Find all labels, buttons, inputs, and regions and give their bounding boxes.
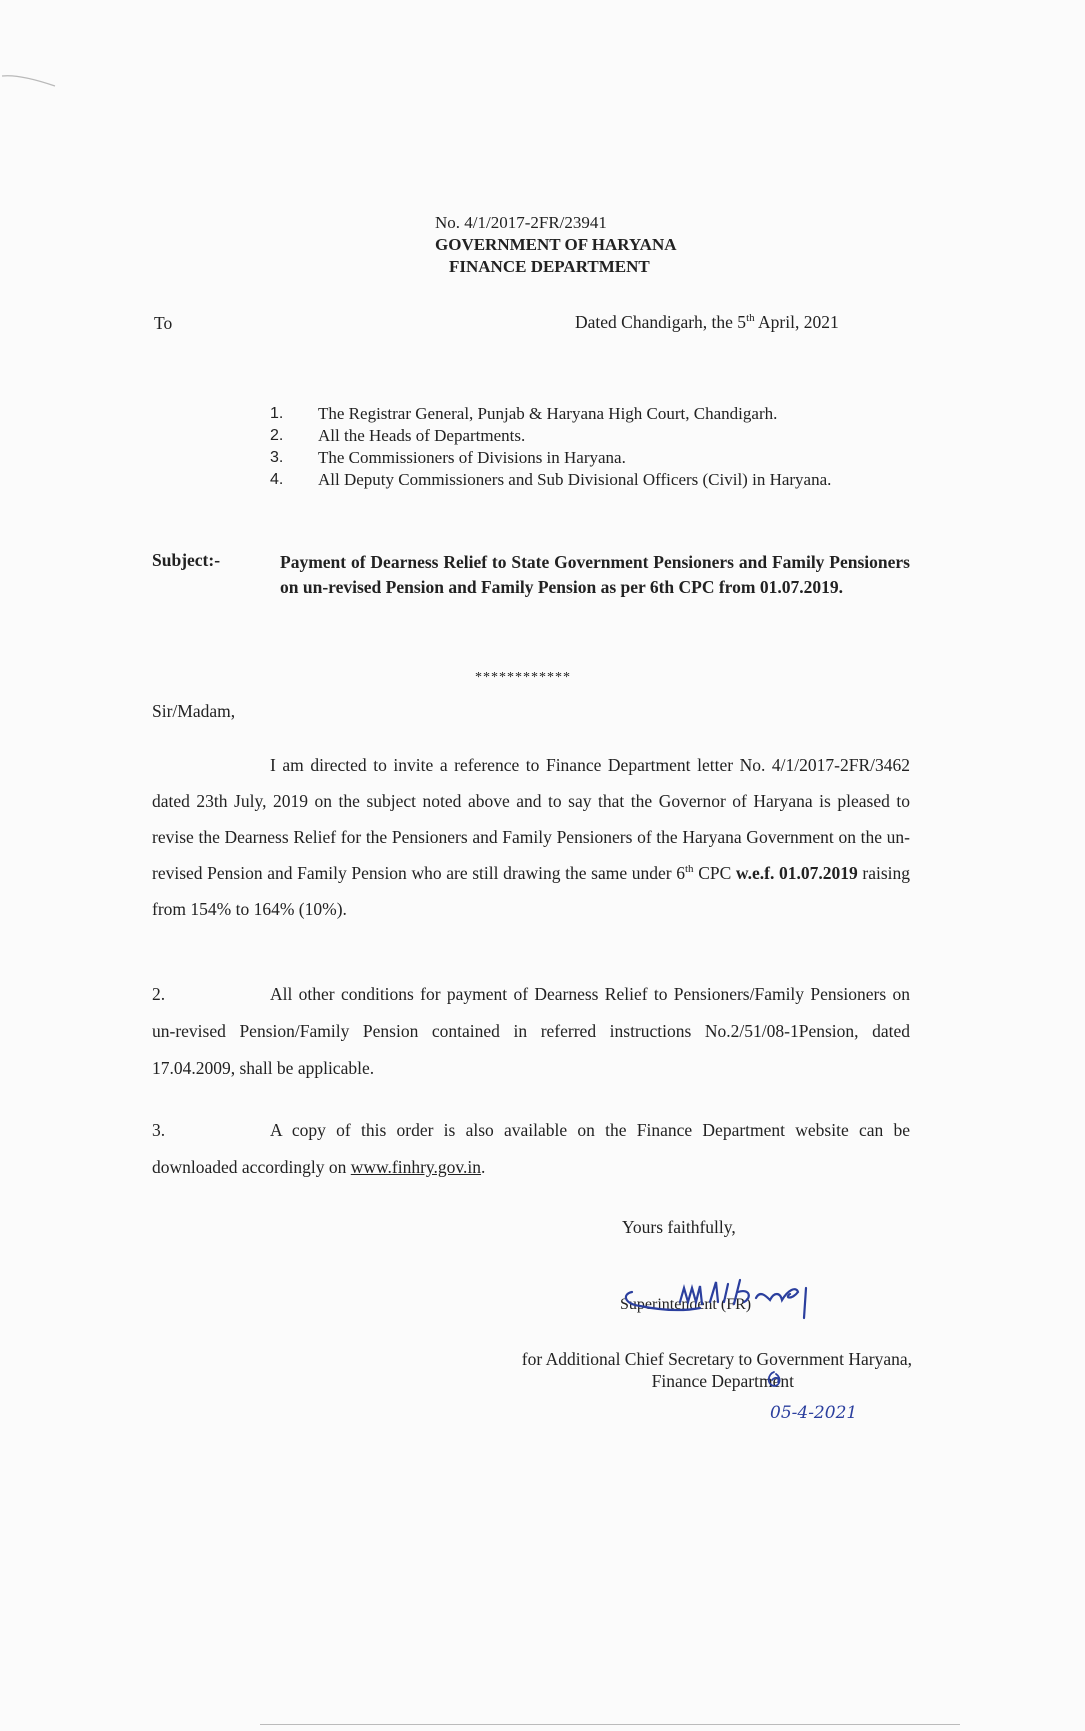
to-label: To — [154, 313, 173, 333]
separator: ************ — [475, 670, 571, 685]
handwritten-date-icon — [766, 1366, 876, 1426]
recipient-item: 3. The Commissioners of Divisions in Haryana. — [270, 448, 626, 467]
footer-rule — [260, 1724, 960, 1725]
recipient-list — [270, 403, 900, 491]
letter-number: No. 4/1/2017-2FR/23941 — [435, 213, 607, 232]
salutation: Sir/Madam, — [152, 701, 236, 721]
svg-text:05-4-2021: 05-4-2021 — [770, 1403, 858, 1423]
paragraph-3: 3. A copy of this order is also available on the Finance Department website can be downloaded accordingly on www.finhry.gov.in. — [152, 1120, 910, 1177]
recipient-item: 1. The Registrar General, Punjab & Haryana High Court, Chandigarh. — [270, 404, 778, 423]
closing: Yours faithfully, — [622, 1217, 736, 1237]
signatory-line: for Additional Chief Secretary to Government Haryana, — [521, 1349, 912, 1369]
recipient-item: 4. All Deputy Commissioners and Sub Divisional Officers (Civil) in Haryana. — [270, 470, 832, 489]
website-link[interactable]: www.finhry.gov.in — [350, 1157, 482, 1177]
signature-icon — [620, 1278, 860, 1338]
paragraph-2: 2. All other conditions for payment of Dearness Relief to Pensioners/Family Pensioners on un-revised Pension/Family Pension contained in referred instructions No.2/51/08-1Pension, dated 17.04.2009, shall be applicable. — [152, 984, 910, 1078]
government-heading: GOVERNMENT OF HARYANA — [435, 235, 677, 254]
subject-label: Subject:- — [152, 550, 221, 570]
letter-date: Dated Chandigarh, the 5th April, 2021 — [575, 312, 839, 332]
scan-mark — [0, 70, 60, 100]
recipient-item: 2. All the Heads of Departments. — [270, 426, 526, 445]
designation: Superintendent (FR) — [620, 1296, 752, 1313]
subject-text: Payment of Dearness Relief to State Government Pensioners and Family Pensioners on un-revised Pension and Family Pension as per 6th CPC from 01.07.2019. — [280, 552, 910, 597]
department-heading: FINANCE DEPARTMENT — [449, 257, 650, 276]
signatory-department: Finance Department — [651, 1371, 794, 1391]
paragraph-1: I am directed to invite a reference to Finance Department letter No. 4/1/2017-2FR/3462 dated 23th July, 2019 on the subject noted above and to say that the Governor of Haryana is pleased to revise the Dearness Relief for the Pensioners and Family Pensioners of the Haryana Government on the un-revised Pension and Family Pension who are still drawing the same under 6th CPC w.e.f. 01.07.2019 raising from 154% to 164% (10%). — [152, 755, 910, 919]
